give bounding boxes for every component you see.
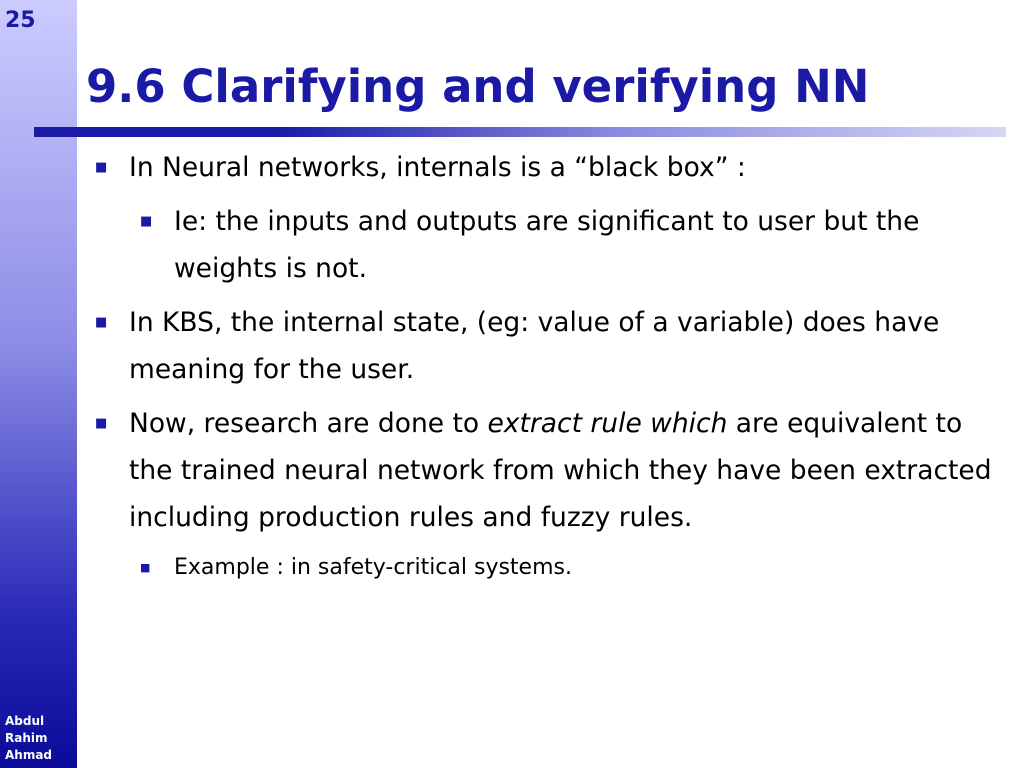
bullet-extract-rules	[92, 400, 1007, 541]
author-middle-name: Rahim	[5, 731, 48, 745]
sub-bullet-example	[137, 548, 1007, 588]
bullet-black-box	[92, 144, 1007, 191]
sub-bullet-inputs-outputs	[137, 198, 1007, 292]
bullet-text: Example : in safety-critical systems.	[174, 555, 572, 580]
square-bullet-icon: ■	[95, 160, 108, 175]
bullet-text: Ie: the inputs and outputs are significant to user but the weights is not.	[174, 206, 920, 284]
slide-number: 25	[5, 8, 36, 33]
slide-sidebar	[0, 0, 77, 768]
author-first-name: Abdul	[5, 714, 45, 728]
author-last-name: Ahmad	[5, 748, 53, 762]
square-bullet-icon: ■	[95, 416, 108, 431]
bullet-text-before: Now, research are done to	[129, 408, 488, 439]
bullet-kbs-internal-state	[92, 299, 1007, 393]
square-bullet-icon: ■	[95, 315, 108, 330]
square-bullet-icon: ■	[140, 561, 151, 574]
bullet-text: In Neural networks, internals is a “black box” :	[129, 152, 746, 183]
bullet-text-after: are equivalent to the trained neural network from which they have been extracted including production rules and fuzzy rules.	[129, 408, 992, 533]
slide-title: 9.6 Clarifying and verifying NN	[86, 60, 870, 113]
title-underline	[34, 127, 1006, 137]
square-bullet-icon: ■	[140, 214, 153, 229]
slide-body	[92, 144, 1007, 588]
author-name	[5, 713, 52, 764]
bullet-emphasis: extract rule which	[487, 408, 728, 439]
bullet-text: In KBS, the internal state, (eg: value of a variable) does have meaning for the user.	[129, 307, 940, 385]
